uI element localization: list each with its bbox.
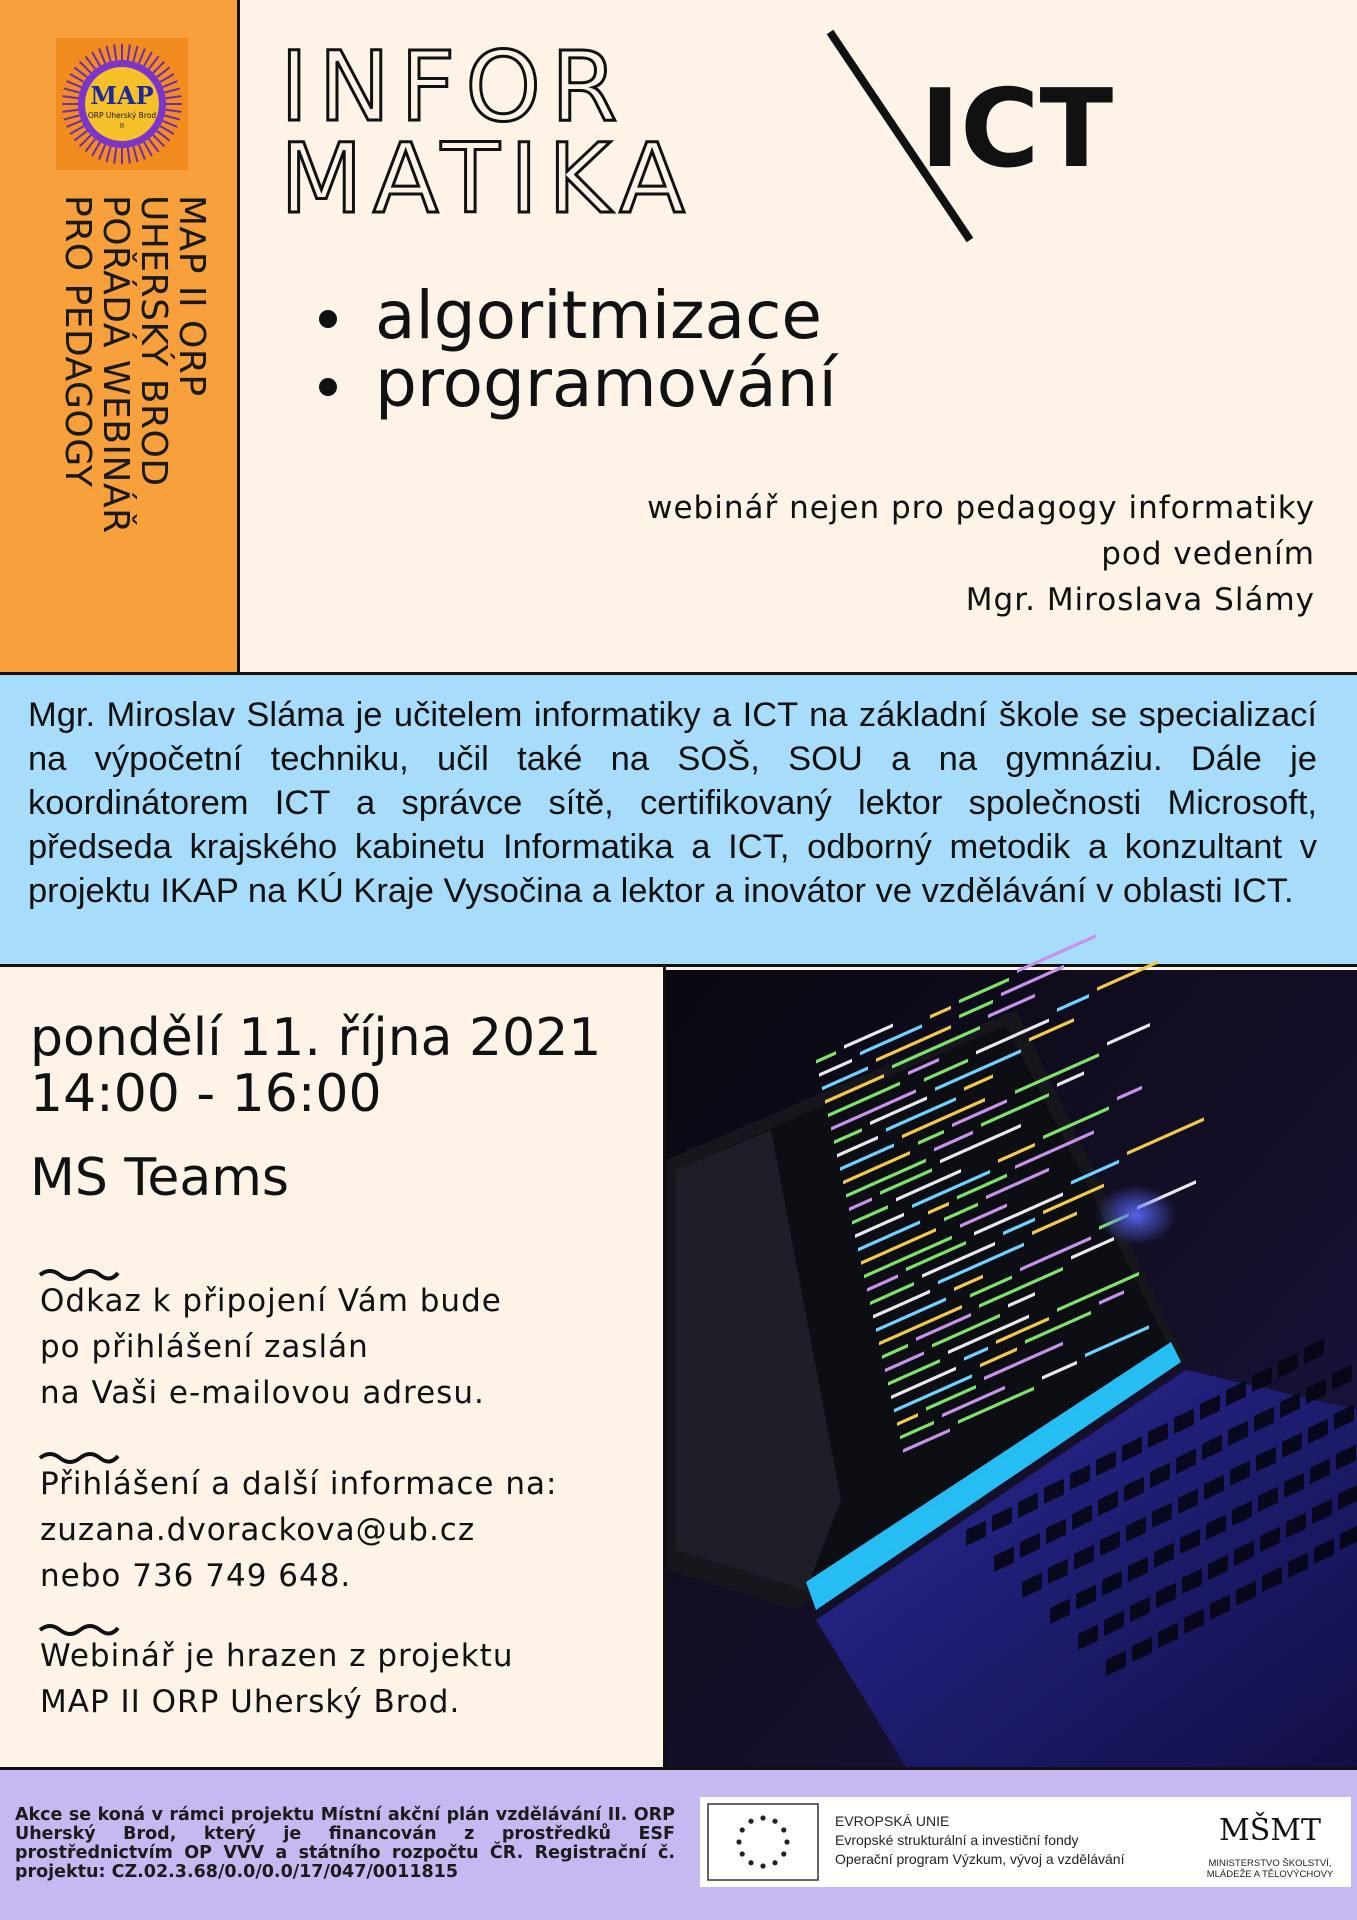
laptop-photo [666, 970, 1357, 1767]
event-datetime [30, 1010, 601, 1122]
info-line: Webinář je hrazen z projektu [40, 1638, 514, 1674]
eu-title: EVROPSKÁ UNIE [835, 1813, 950, 1829]
event-time: 14:00 - 16:00 [30, 1064, 382, 1124]
webinar-subtitle [647, 485, 1315, 623]
contact-email-link[interactable]: zuzana.dvorackova@ub.cz [40, 1512, 476, 1548]
vertical-line: POŘÁDÁ WEBINÁŘ [95, 195, 136, 534]
contact-phone: nebo 736 749 648. [40, 1558, 352, 1594]
subtitle-line: Mgr. Miroslava Slámy [965, 582, 1315, 618]
title-line-1: INFOR [280, 31, 628, 143]
subtitle-line: pod vedením [1101, 536, 1315, 572]
msmt-text [1190, 1858, 1350, 1880]
eu-text [835, 1812, 1124, 1869]
msmt-logo-text: MŠMT [1219, 1813, 1321, 1848]
logo-numeral: II [119, 122, 125, 130]
vertical-line: PRO PEDAGOGY [57, 195, 98, 488]
title-ict: ICT [920, 67, 1114, 192]
topic-item: algoritmizace [315, 282, 837, 350]
msmt-line: MINISTERSTVO ŠKOLSTVÍ, [1208, 1858, 1332, 1869]
topic-item: programování [315, 350, 837, 418]
logo-title: MAP [90, 81, 154, 110]
msmt-line: MLÁDEŽE A TĚLOVÝCHOVY [1206, 1869, 1334, 1880]
event-place: MS Teams [30, 1148, 289, 1208]
msmt-logo [1219, 1802, 1321, 1852]
lecturer-bio: Mgr. Miroslav Sláma je učitelem informatiky a ICT na základní škole se specializací na výpočetní techniku, učil také na SOŠ, SOU a na gymnáziu. Dále je koordinátorem ICT a správce sítě, certifikovaný lektor společnosti Microsoft, předseda krajského kabinetu Informatika a ICT, odborný metodik a konzultant v projektu IKAP na KÚ Kraje Vysočina a lektor a inovátor ve vzdělávání v oblasti ICT. [0, 672, 1357, 967]
eu-line: Operační program Výzkum, vývoj a vzdělávání [835, 1851, 1125, 1867]
page-title [270, 20, 1250, 260]
vertical-line: UHERSKÝ BROD [133, 195, 174, 487]
info-join-link [40, 1278, 502, 1416]
info-line: na Vaši e-mailovou adresu. [40, 1375, 485, 1411]
info-line: MAP II ORP Uherský Brod. [40, 1684, 461, 1720]
eu-line: Evropské strukturální a investiční fondy [835, 1832, 1079, 1848]
sidebar-vertical-text [40, 195, 210, 595]
project-note: Akce se koná v rámci projektu Místní akční plán vzdělávání II. ORP Uherský Brod, který je financován z prostředků ESF prostřednictvím OP VVV a státního rozpočtu ČR. Registrační č. projektu: CZ.02.3.68/0.0/0.0/17/047/0011815 [15, 1805, 675, 1882]
map-logo [56, 38, 188, 170]
subtitle-line: webinář nejen pro pedagogy informatiky [647, 490, 1315, 526]
info-registration [40, 1461, 557, 1599]
vertical-line: MAP II ORP [171, 195, 212, 397]
title-line-2: MATIKA [280, 123, 695, 235]
info-funding [40, 1633, 514, 1725]
info-line: Odkaz k připojení Vám bude [40, 1283, 502, 1319]
logo-subtitle: ORP Uherský Brod [87, 111, 157, 120]
info-line: Přihlášení a další informace na: [40, 1466, 558, 1502]
event-date: pondělí 11. října 2021 [30, 1008, 602, 1068]
info-line: po přihlášení zaslán [40, 1329, 369, 1365]
eu-flag-icon [707, 1803, 819, 1881]
topic-list [315, 277, 837, 422]
